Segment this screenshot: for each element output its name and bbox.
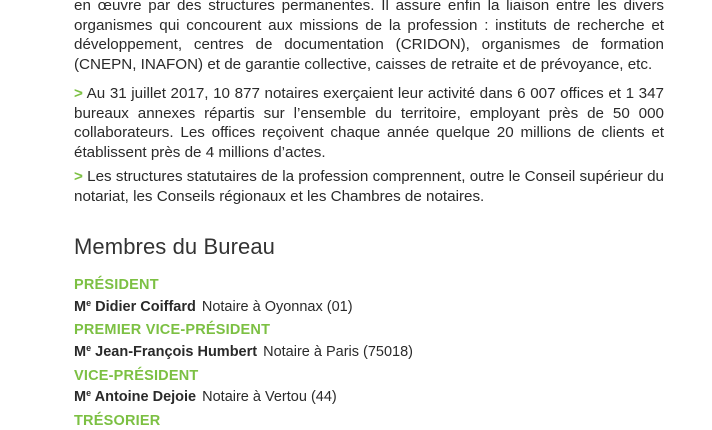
member-title: Notaire à Paris (75018) bbox=[263, 344, 414, 360]
section-heading: Membres du Bureau bbox=[74, 234, 276, 259]
role-label: PREMIER VICE-PRÉSIDENT bbox=[74, 322, 271, 338]
member-entry bbox=[74, 343, 413, 360]
member-title: Notaire à Vertou (44) bbox=[202, 389, 337, 405]
member-name: Me Antoine Dejoie bbox=[74, 388, 197, 405]
member-name: Me Didier Coiffard bbox=[74, 298, 196, 315]
member-name: Me Jean-François Humbert bbox=[74, 343, 258, 360]
paragraph-statistics: > Au 31 juillet 2017, 10 877 notaires exerçaient leur activité dans 6 007 offices et 1 347 bureaux annexes répartis sur l’ensemble du territoire, employant près de 50 000 collaborateurs. Les offices reçoivent chaque année quelque 20 millions de clients et établissent près de 4 millions d’actes. bbox=[74, 85, 664, 161]
arrow-bullet: > bbox=[74, 168, 83, 185]
paragraph-organismes: en œuvre par des structures permanentes. Il assure enfin la liaison entre les divers organismes qui concourent aux missions de la profession : instituts de recherche et développement, centres de documentation (CRIDON), organismes de formation (CNEPN, INAFON) et de garantie collective, caisses de retraite et de prévoyance, etc. bbox=[74, 0, 664, 73]
arrow-bullet: > bbox=[74, 85, 83, 102]
member-entry bbox=[74, 298, 353, 315]
role-label: VICE-PRÉSIDENT bbox=[74, 368, 199, 384]
paragraph-structures: > Les structures statutaires de la profession comprennent, outre le Conseil supérieur du notariat, les Conseils régionaux et les Chambres de notaires. bbox=[74, 168, 664, 205]
role-label: TRÉSORIER bbox=[74, 413, 161, 429]
member-entry bbox=[74, 388, 337, 405]
role-label: PRÉSIDENT bbox=[74, 277, 159, 293]
member-title: Notaire à Oyonnax (01) bbox=[201, 299, 353, 315]
